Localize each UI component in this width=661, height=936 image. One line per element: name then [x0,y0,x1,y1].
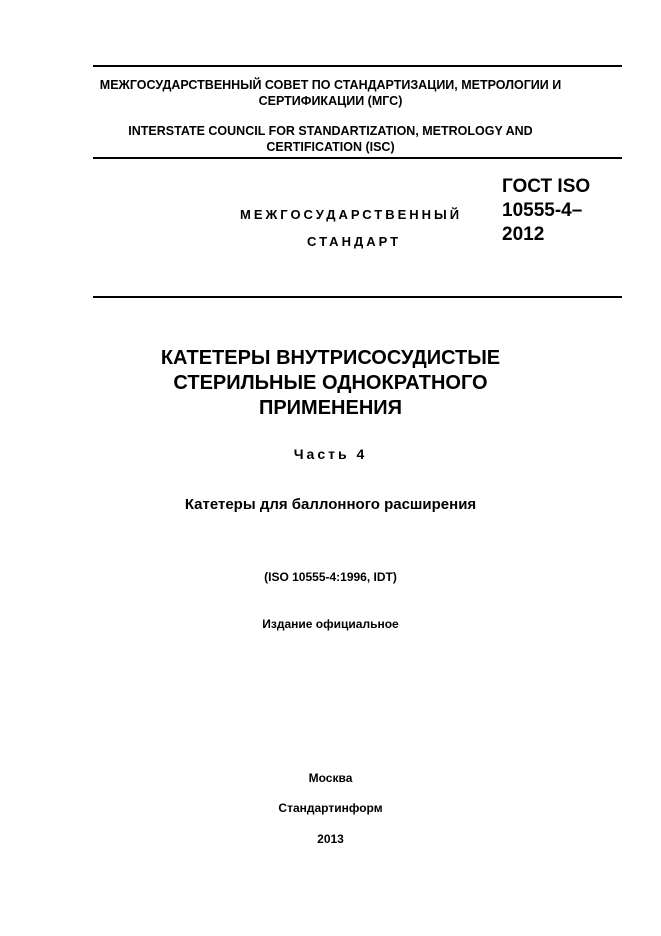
standard-word-standard: СТАНДАРТ [307,234,402,249]
title-line2: СТЕРИЛЬНЫЕ ОДНОКРАТНОГО [173,372,488,394]
imprint-year: 2013 [317,832,344,846]
gost-code-line1: ГОСТ ISO [502,176,591,197]
subtitle: Катетеры для баллонного расширения [184,496,477,513]
imprint-city: Москва [308,771,353,785]
top-rule [93,65,622,67]
council-en-line1: INTERSTATE COUNCIL FOR STANDARTIZATION, METROLOGY AND [128,124,533,138]
standard-word-interstate: МЕЖГОСУДАРСТВЕННЫЙ [240,207,463,222]
edition-label: Издание официальное [262,617,399,631]
imprint-publisher: Стандартинформ [278,801,383,815]
title-line1: КАТЕТЕРЫ ВНУТРИСОСУДИСТЫЕ [160,347,501,369]
gost-code-line3: 2012 [502,224,545,245]
council-ru-line1: МЕЖГОСУДАРСТВЕННЫЙ СОВЕТ ПО СТАНДАРТИЗАЦИИ, МЕТРОЛОГИИ И [99,78,562,92]
council-en-line2: CERTIFICATION (ISC) [266,140,395,154]
gost-code-line2: 10555-4– [502,200,583,221]
council-ru-line2: СЕРТИФИКАЦИИ (МГС) [258,94,403,108]
designation-rule [93,296,622,298]
title-line3: ПРИМЕНЕНИЯ [258,397,403,419]
iso-reference: (ISO 10555-4:1996, IDT) [264,570,397,584]
council-rule [93,157,622,159]
part-label: Часть 4 [293,446,368,462]
